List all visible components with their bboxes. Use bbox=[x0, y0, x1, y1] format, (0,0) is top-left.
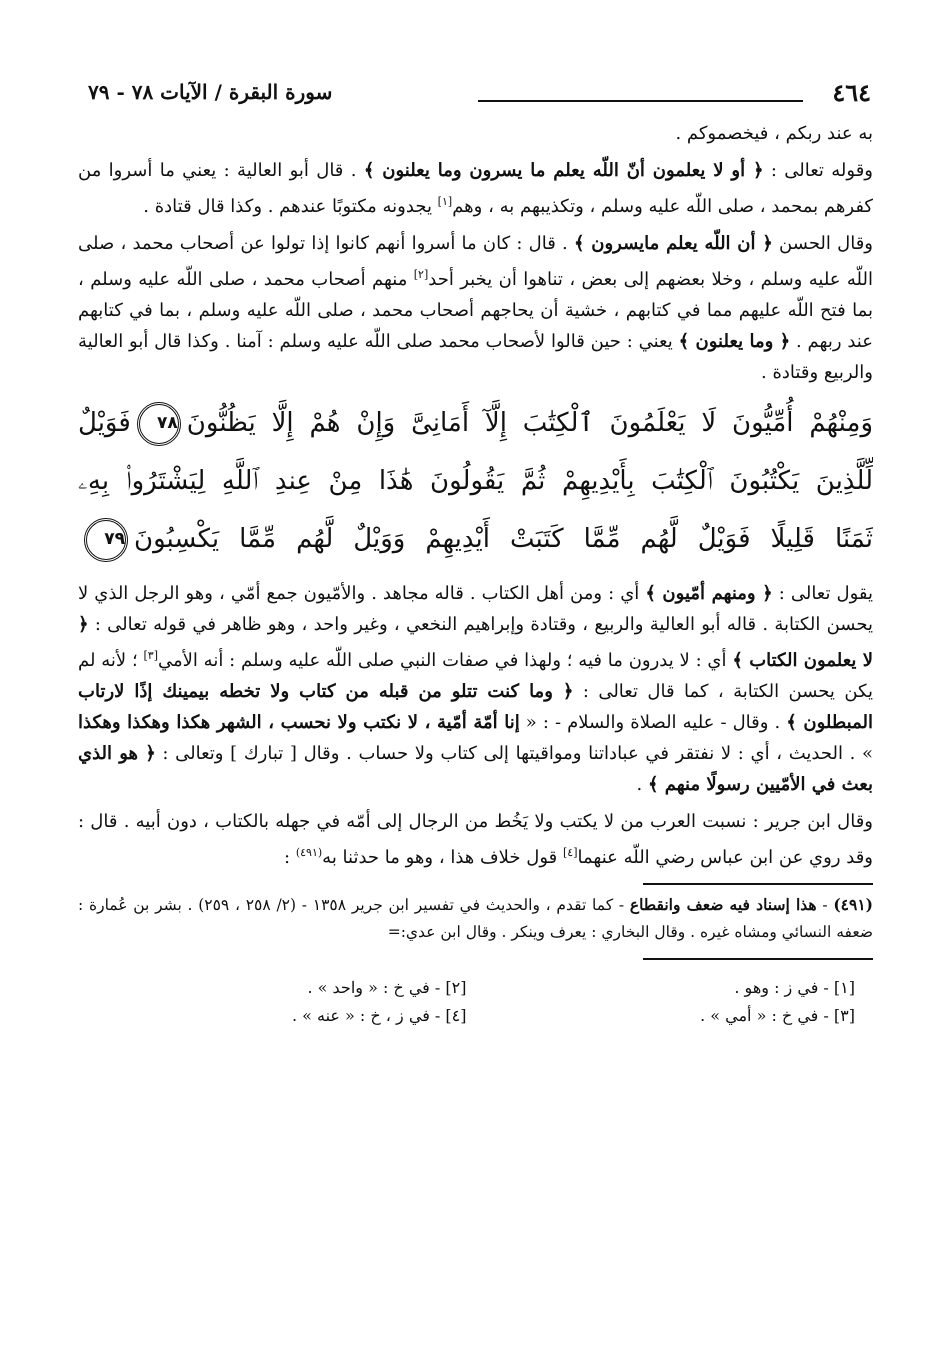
quran-line bbox=[78, 510, 873, 568]
text-segment: أي : ومن أهل الكتاب . قاله مجاهد . والأمّيون جمع أمّي ، وهو الرجل الذي لا يحسن الكتابة . قاله أبو العالية والربيع ، وقتادة وإبراهيم النخعي ، وغير واحد ، وهو ظاهر في قوله تعالى : bbox=[78, 583, 873, 635]
body-paragraph bbox=[78, 228, 873, 388]
variant-4: [٤] - في ز ، خ : « عنه » . bbox=[291, 1006, 467, 1025]
verse-text: لِّلَّذِينَ يَكْتُبُونَ ٱلْكِتَٰبَ بِأَيْدِيهِمْ ثُمَّ يَقُولُونَ هَٰذَا مِنْ عِندِ ٱللَّهِ لِيَشْتَرُوا۟ بِهِۦ bbox=[78, 466, 873, 496]
quoted-text: إنا أمّة أمّية ، لا نكتب ولا نحسب ، الشهر هكذا وهكذا وهكذا bbox=[78, 712, 520, 733]
reference-marker: [٤] bbox=[562, 846, 578, 859]
text-segment: . وقال - عليه الصلاة والسلام - : « bbox=[519, 712, 787, 733]
body-text-top bbox=[78, 118, 873, 388]
variants-rule bbox=[643, 958, 873, 960]
page-header bbox=[78, 70, 873, 118]
running-title: سورة البقرة / الآيات ٧٨ - ٧٩ bbox=[88, 80, 333, 104]
footnote-text: - كما تقدم ، والحديث في تفسير ابن جرير ١٣٥٨ - (٢/ ٢٥٨ ، ٢٥٩) . بشر بن عُمارة : ضعفه النسائي ومشاه غيره . وقال البخاري : يعرف وينكر . وقال ابن عدي:= bbox=[78, 896, 873, 941]
text-segment: يجدونه مكتوبًا عندهم . وكذا قال قتادة . bbox=[143, 196, 438, 217]
body-paragraph bbox=[78, 578, 873, 800]
variant-3: [٣] - في خ : « أمي » . bbox=[700, 1006, 855, 1025]
variant-2: [٢] - في خ : « واحد » . bbox=[307, 978, 467, 997]
reference-marker: [٢] bbox=[413, 268, 429, 281]
book-page bbox=[78, 70, 873, 1270]
manuscript-variants bbox=[78, 974, 873, 1030]
text-segment: يعني : حين قالوا لأصحاب محمد صلى اللّه عليه وسلم : آمنا . وكذا قال أبو العالية والربيع وقتادة . bbox=[78, 331, 873, 383]
reference-marker: [١] bbox=[437, 195, 453, 208]
text-segment: به عند ربكم ، فيخصموكم . bbox=[675, 123, 873, 144]
footnote-491: (٤٩١) - هذا إسناد فيه ضعف وانقطاع - كما تقدم ، والحديث في تفسير ابن جرير ١٣٥٨ - (٢/ ٢٥٨ ، ٢٥٩) . بشر بن عُمارة : ضعفه النسائي ومشاه غيره . وقال البخاري : يعرف وينكر . وقال ابن عدي:= bbox=[78, 895, 873, 941]
page-number: ٤٦٤ bbox=[832, 78, 871, 107]
quran-line bbox=[78, 394, 873, 452]
text-segment: يقول تعالى : bbox=[772, 583, 874, 604]
text-segment: وقال ابن جرير : نسبت العرب من لا يكتب ولا يَخُط من الرجال إلى أمّه في جهله بالكتاب ، دون أبيه . قال : وقد روي عن ابن عباس رضي اللّه عنهما bbox=[78, 811, 873, 868]
quoted-text: ﴿ وما يعلنون ﴾ bbox=[678, 331, 791, 352]
quran-verses bbox=[78, 394, 873, 568]
text-segment: أي : لا يدرون ما فيه ؛ ولهذا في صفات النبي صلى اللّه عليه وسلم : أنه الأمي bbox=[157, 650, 733, 671]
text-segment: وقال الحسن bbox=[772, 233, 873, 254]
quoted-text: ﴿ ومنهم أمّيون ﴾ bbox=[645, 583, 773, 604]
text-segment: . bbox=[636, 774, 648, 795]
quoted-text: ﴿ لا يعلمون الكتاب ﴾ bbox=[78, 614, 873, 671]
text-segment: ؛ لأنه لم يكن يحسن الكتابة ، كما قال تعالى : bbox=[78, 650, 873, 702]
body-text-bottom bbox=[78, 578, 873, 873]
quoted-text: ﴿ هو الذي بعث في الأمّيين رسولًا منهم ﴾ bbox=[78, 743, 873, 795]
quoted-text: ﴿ أو لا يعلمون أنّ اللّه يعلم ما يسرون وما يعلنون ﴾ bbox=[363, 160, 764, 181]
body-paragraph bbox=[78, 155, 873, 222]
quran-line bbox=[78, 452, 873, 510]
verse-text: وَمِنْهُمْ أُمِّيُّونَ لَا يَعْلَمُونَ ٱلْكِتَٰبَ إِلَّآ أَمَانِىَّ وَإِنْ هُمْ إِلَّا يَظُنُّونَ bbox=[186, 408, 873, 438]
body-paragraph bbox=[78, 806, 873, 873]
body-paragraph bbox=[78, 118, 873, 149]
reference-marker: (٤٩١) bbox=[295, 846, 323, 859]
text-segment: منهم أصحاب محمد ، صلى اللّه عليه وسلم ، بما فتح اللّه عليهم مما في كتابهم ، خشية أن يحاجهم أصحاب محمد ، صلى اللّه عليه وسلم ، بما في كتابهم عند ربهم . bbox=[78, 269, 873, 352]
footnote-rule bbox=[643, 883, 873, 885]
verse-text: فَوَيْلٌ bbox=[78, 408, 131, 438]
text-segment: قول خلاف هذا ، وهو ما حدثنا به bbox=[322, 847, 563, 868]
ayah-number-marker: ٧٨ bbox=[137, 402, 181, 446]
variant-1: [١] - في ز : وهو . bbox=[734, 978, 855, 997]
footnote-number: (٤٩١) bbox=[833, 895, 873, 914]
footnote-bold-text: هذا إسناد فيه ضعف وانقطاع bbox=[629, 895, 817, 914]
quoted-text: ﴿ أن اللّه يعلم مايسرون ﴾ bbox=[573, 233, 773, 254]
text-segment: » . الحديث ، أي : لا نفتقر في عباداتنا ومواقيتها إلى كتاب ولا حساب . وقال [ تبارك ] وتعالى : bbox=[155, 743, 873, 764]
text-segment: . قال أبو العالية : يعني ما أسروا من كفرهم بمحمد ، صلى اللّه عليه وسلم ، وتكذيبهم به ، وهم bbox=[78, 160, 873, 217]
text-segment: . قال : كان ما أسروا أنهم كانوا إذا تولوا عن أصحاب محمد ، صلى اللّه عليه وسلم ، وخلا بعضهم إلى بعض ، تناهوا أن يخبر أحد bbox=[78, 233, 874, 290]
header-rule bbox=[478, 100, 803, 102]
quoted-text: ﴿ وما كنت تتلو من قبله من كتاب ولا تخطه بيمينك إذًا لارتاب المبطلون ﴾ bbox=[78, 681, 873, 733]
text-segment: وقوله تعالى : bbox=[763, 160, 873, 181]
reference-marker: [٣] bbox=[143, 649, 158, 662]
text-segment: : bbox=[284, 847, 296, 868]
verse-text: ثَمَنًا قَلِيلًا فَوَيْلٌ لَّهُم مِّمَّا كَتَبَتْ أَيْدِيهِمْ وَوَيْلٌ لَّهُم مِّمَّا يَكْسِبُونَ bbox=[134, 524, 873, 554]
ayah-number-marker: ٧٩ bbox=[84, 518, 128, 562]
